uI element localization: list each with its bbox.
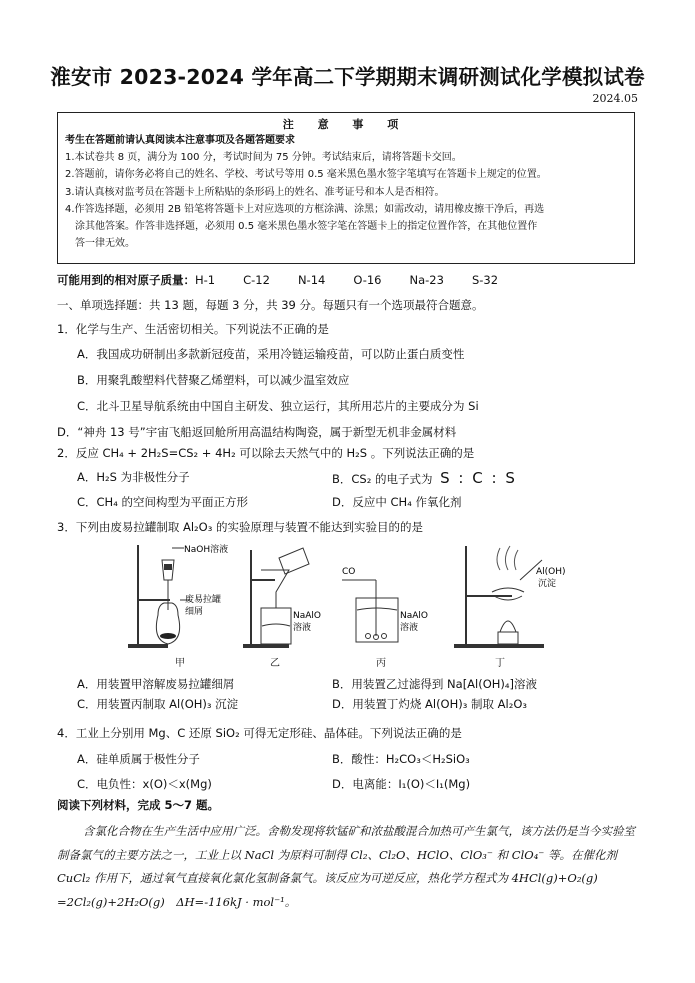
q1-option-a: A．我国成功研制出多款新冠疫苗，采用冷链运输疫苗，可以防止蛋白质变性 <box>77 347 465 361</box>
q4-option-a: A．硅单质属于极性分子 <box>77 752 200 766</box>
apparatus-yi-diagram <box>243 540 333 650</box>
q2-option-a: A．H₂S 为非极性分子 <box>77 470 190 484</box>
mass-o: O-16 <box>353 273 382 287</box>
fig-label-bing: 丙 <box>376 658 386 669</box>
co2-label: CO <box>342 567 356 577</box>
q4-option-d: D．电离能：I₁(O)＜I₁(Mg) <box>332 777 471 791</box>
sol-a-label: 溶液 <box>293 623 312 633</box>
aloh-label: Al(OH) <box>536 567 566 577</box>
apparatus-jia-diagram <box>128 540 238 650</box>
fig-label-ding: 丁 <box>495 658 505 669</box>
precip-label: 沉淀 <box>538 579 557 589</box>
q3-option-a: A．用装置甲溶解废易拉罐细屑 <box>77 677 235 691</box>
naoh-label: NaOH溶液 <box>184 545 229 555</box>
notice-item-4-cont2: 答一律无效。 <box>75 238 135 250</box>
notice-item-2: 2.答题前，请你务必将自己的姓名、学校、考试号等用 0.5 毫米黑色墨水签字笔填写在答题卡上规定的位置。 <box>65 169 547 181</box>
q3-option-b: B．用装置乙过滤得到 Na[Al(OH)₄]溶液 <box>332 677 538 691</box>
notice-heading: 注 意 事 项 <box>282 118 409 131</box>
q1-option-c: C．北斗卫星导航系统由中国自主研发、独立运行，其所用芯片的主要成分为 Si <box>77 399 479 413</box>
reading-instruction: 阅读下列材料，完成 5～7 题。 <box>57 798 220 812</box>
reading-passage: 含氯化合物在生产生活中应用广泛。舍勒发现将软锰矿和浓盐酸混合加热可产生氯气，该方法仍是当今实验室制备氯气的主要方法之一，工业上以 NaCl 为原料可制得 Cl₂、Cl₂O、HClO、ClO₃⁻ 和 ClO₄⁻ 等。在催化剂 CuCl₂ 作用下，通过氧气直接氧化氯化氢制备氯气。该反应为可逆反应，热化学方程式为 4HCl(g)+O₂(g) =2Cl₂(g)+2H₂O(g) ΔH=-116kJ · mol⁻¹。 <box>57 824 635 909</box>
mass-h: H-1 <box>195 273 216 287</box>
notice-item-4: 4.作答选择题，必须用 2B 铅笔将答题卡上对应选项的方框涂满、涂黑；如需改动，请用橡皮擦干净后，再选 <box>65 203 545 215</box>
q4-stem: 4．工业上分别用 Mg、C 还原 SiO₂ 可得无定形硅、晶体硅。下列说法正确的是 <box>57 726 462 740</box>
apparatus-bing-diagram <box>338 540 443 650</box>
q4-option-c: C．电负性：x(O)＜x(Mg) <box>77 777 212 791</box>
q2-option-c: C．CH₄ 的空间构型为平面正方形 <box>77 495 248 509</box>
q1-option-b: B．用聚乳酸塑料代替聚乙烯塑料，可以减少温室效应 <box>77 373 350 387</box>
q2-option-b-text: B．CS₂ 的电子式为 <box>332 472 433 486</box>
notice-box <box>57 112 635 264</box>
mass-s: S-32 <box>471 273 499 287</box>
sol-b-label: 溶液 <box>400 623 419 633</box>
mass-na: Na-23 <box>409 273 444 287</box>
apparatus-ding-diagram <box>450 540 580 650</box>
q4-option-b: B．酸性：H₂CO₃＜H₂SiO₃ <box>332 752 470 766</box>
notice-item-4-cont1: 涂其他答案。作答非选择题，必须用 0.5 毫米黑色墨水签字笔在答题卡上的指定位置作答，在其他位置作 <box>75 221 538 233</box>
exam-date: 2024.05 <box>592 92 638 105</box>
q3-option-c: C．用装置丙制取 Al(OH)₃ 沉淀 <box>77 697 239 711</box>
fig-label-yi: 乙 <box>270 658 280 669</box>
can-label: 废易拉罐 <box>185 595 222 605</box>
naalo2-a-label: NaAlO <box>293 611 321 621</box>
q3-stem: 3．下列由废易拉罐制取 Al₂O₃ 的实验原理与装置不能达到实验目的的是 <box>57 520 423 534</box>
q2-option-b <box>332 469 517 487</box>
q1-option-d: D．“神舟 13 号”宇宙飞船返回舱所用高温结构陶瓷，属于新型无机非金属材料 <box>57 425 457 439</box>
atomic-masses-label: 可能用到的相对原子质量： <box>57 273 195 287</box>
fig-label-jia: 甲 <box>175 658 185 669</box>
can2-label: 细屑 <box>185 607 204 617</box>
mass-n: N-14 <box>297 273 326 287</box>
atomic-masses <box>57 272 526 288</box>
q3-option-d: D．用装置丁灼烧 Al(OH)₃ 制取 Al₂O₃ <box>332 697 527 711</box>
naalo2-b-label: NaAlO <box>400 611 428 621</box>
notice-item-3: 3.请认真核对监考员在答题卡上所粘贴的条形码上的姓名、准考证号和本人是否相符。 <box>65 186 445 198</box>
exam-title: 淮安市 2023-2024 学年高二下学期期末调研测试化学模拟试卷 <box>50 65 645 89</box>
q2-option-d: D．反应中 CH₄ 作氧化剂 <box>332 495 462 509</box>
q2-stem: 2．反应 CH₄ + 2H₂S=CS₂ + 4H₂ 可以除去天然气中的 H₂S 。下列说法正确的是 <box>57 446 475 460</box>
notice-subheading: 考生在答题前请认真阅读本注意事项及各题答题要求 <box>65 135 295 146</box>
section-heading: 一、单项选择题：共 13 题，每题 3 分，共 39 分。每题只有一个选项最符合题意。 <box>57 298 484 312</box>
cs2-electron-formula: S : C : S <box>440 469 517 487</box>
q1-stem: 1．化学与生产、生活密切相关。下列说法不正确的是 <box>57 322 329 336</box>
notice-item-1: 1.本试卷共 8 页，满分为 100 分，考试时间为 75 分钟。考试结束后，请将答题卡交回。 <box>65 152 462 164</box>
mass-c: C-12 <box>243 273 270 287</box>
